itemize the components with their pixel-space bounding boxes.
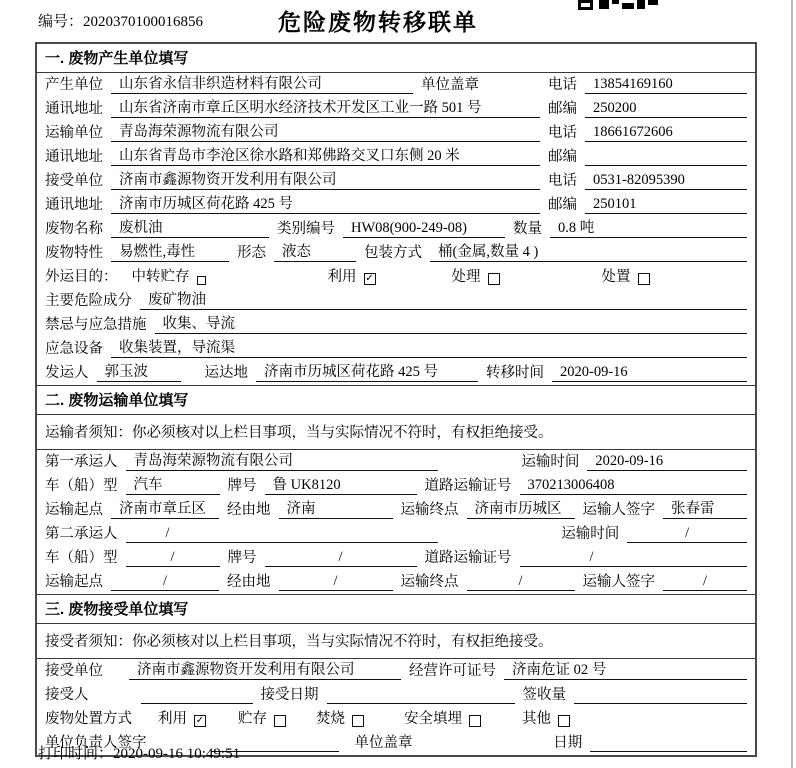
vehicle-type-value: / (126, 549, 220, 567)
via-value: / (279, 573, 393, 591)
receiver-address-row (37, 193, 755, 217)
phone-value: 18661672606 (585, 124, 747, 142)
transfer-time-value: 2020-09-16 (552, 364, 747, 382)
acceptor-label: 接受人 (45, 687, 89, 703)
option-label: 贮存 (238, 711, 267, 727)
road-license-label: 道路运输证号 (424, 550, 512, 566)
vehicle1-row (37, 474, 755, 498)
receiver-label: 接受单位 (45, 173, 103, 189)
transport-time-label: 运输时间 (521, 454, 580, 470)
via-label: 经由地 (227, 502, 271, 518)
address-value: 山东省济南市章丘区明水经济技术开发区工业一路 501 号 (111, 96, 540, 118)
zip-label: 邮编 (548, 149, 577, 165)
carrier-value: 青岛海荣源物流有限公司 (126, 449, 438, 471)
equipment-value: 收集装置，导流渠 (111, 336, 747, 358)
acceptor-value (141, 687, 253, 704)
date-label: 日期 (553, 735, 583, 751)
vehicle-type-label: 车（船）型 (45, 550, 118, 566)
producer-address-row (37, 97, 755, 121)
address-label: 通讯地址 (45, 149, 103, 165)
shipper-value: 郭玉波 (97, 360, 181, 382)
phone-label: 电话 (548, 125, 577, 141)
receipt-qty-label: 签收量 (522, 687, 566, 703)
quantity-label: 数量 (513, 221, 542, 237)
unit-seal-label: 单位盖章 (354, 735, 413, 751)
origin-label: 运输起点 (45, 502, 103, 518)
via-value: 济南 (279, 497, 393, 519)
carrier-value: / (126, 525, 438, 543)
section2-header: 二. 废物运输单位填写 (37, 385, 755, 415)
disposal-option-storage (238, 707, 316, 728)
quantity-value: 0.8 吨 (550, 216, 747, 238)
category-value: HW08(900-249-08) (343, 220, 505, 238)
transport-time-value: / (627, 525, 747, 543)
vehicle-type-value: 汽车 (126, 473, 220, 495)
zip-value: 250200 (585, 100, 747, 118)
phone-value: 0531-82095390 (585, 172, 747, 190)
page-edge-line (791, 0, 793, 768)
end-value: 济南市历城区 (467, 497, 575, 519)
transfer-purpose-row (37, 265, 755, 289)
permit-value: 济南危证 02 号 (504, 658, 747, 680)
taboo-value: 收集、导流 (155, 312, 748, 334)
phone-label: 电话 (548, 77, 577, 93)
option-label: 中转贮存 (131, 269, 190, 285)
carrier-sign-value: / (663, 573, 747, 591)
plate-value: 鲁 UK8120 (265, 473, 417, 495)
route1-row (37, 498, 755, 522)
option-label: 处置 (601, 269, 631, 285)
carrier-sign-label: 运输人签字 (582, 502, 655, 518)
receiver-notice: 接受者须知：你必须核对以上栏目事项，当与实际情况不符时，有权拒绝接受。 (37, 624, 755, 659)
receiver-unit-row (37, 169, 755, 193)
transport-time-label: 运输时间 (561, 526, 620, 542)
address-value: 山东省青岛市李沧区徐水路和郑佛路交叉口东侧 20 米 (111, 144, 540, 166)
section3-header: 三. 废物接受单位填写 (37, 594, 755, 624)
character-value: 易燃性,毒性 (111, 240, 229, 262)
vehicle2-row (37, 546, 755, 570)
plate-label: 牌号 (227, 550, 257, 566)
permit-label: 经营许可证号 (409, 663, 496, 679)
print-time-value: 2020-09-16 10:49:51 (113, 746, 241, 762)
option-label: 利用 (158, 711, 187, 727)
origin-value: 济南市章丘区 (111, 497, 219, 519)
option-label: 安全填埋 (404, 711, 462, 727)
waste-name-label: 废物名称 (45, 221, 103, 237)
route2-row (37, 570, 755, 594)
receiver-value: 济南市鑫源物资开发利用有限公司 (129, 658, 401, 680)
zip-label: 邮编 (548, 197, 577, 213)
address-value: 济南市历城区荷花路 425 号 (111, 192, 540, 214)
purpose-option-treat (452, 265, 602, 286)
serial-value: 2020370100016856 (83, 14, 204, 30)
checkbox-icon: ✓ (365, 273, 374, 284)
origin-label: 运输起点 (45, 574, 103, 590)
disposal-option-incinerate (316, 707, 404, 728)
disposal-method-row (37, 707, 755, 731)
packing-value: 桶(金属,数量 4 ) (430, 240, 747, 262)
road-license-label: 道路运输证号 (424, 478, 512, 494)
end-label: 运输终点 (400, 574, 459, 590)
packing-label: 包装方式 (364, 245, 422, 261)
section1-header: 一. 废物产生单位填写 (37, 44, 755, 73)
purpose-option-dispose (602, 265, 650, 286)
purpose-option-utilize (328, 265, 452, 286)
receiver-label: 接受单位 (45, 663, 103, 679)
qr-code-fragment-icon (578, 0, 658, 9)
checkbox-icon (274, 715, 286, 727)
origin-value: / (111, 573, 219, 591)
end-value: / (467, 573, 575, 591)
acceptor-row (37, 683, 755, 707)
destination-label: 运达地 (204, 365, 248, 381)
checkbox-icon (352, 715, 364, 727)
character-label: 废物特性 (45, 245, 103, 261)
document-header (0, 0, 796, 40)
receiver-value: 济南市鑫源物资开发利用有限公司 (111, 168, 540, 190)
producer-label: 产生单位 (45, 77, 103, 93)
serial-label: 编号： (38, 14, 84, 30)
via-label: 经由地 (227, 574, 271, 590)
phone-label: 电话 (548, 173, 577, 189)
plate-value: / (265, 549, 417, 567)
waste-character-row (37, 241, 755, 265)
disposal-option-utilize (158, 707, 238, 728)
checkbox-icon (469, 715, 481, 727)
form-value: 液态 (274, 240, 356, 262)
carrier-sign-value: 张春雷 (663, 497, 747, 519)
vehicle-type-label: 车（船）型 (45, 478, 118, 494)
checkbox-icon (558, 715, 570, 727)
checkbox-icon: ✓ (195, 715, 205, 726)
transporter-address-row (37, 145, 755, 169)
transporter-label: 运输单位 (45, 125, 103, 141)
checkbox-icon (638, 273, 650, 285)
plate-label: 牌号 (227, 478, 257, 494)
transporter-notice: 运输者须知：你必须核对以上栏目事项，当与实际情况不符时，有权拒绝接受。 (37, 415, 755, 450)
category-label: 类别编号 (277, 221, 335, 237)
zip-label: 邮编 (548, 101, 577, 117)
accept-unit-row (37, 659, 755, 683)
producer-unit-row (37, 73, 755, 97)
transporter-unit-row (37, 121, 755, 145)
hazard-value: 废矿物油 (140, 288, 747, 310)
purpose-label: 外运目的： (45, 269, 118, 285)
carrier-label: 第一承运人 (45, 454, 118, 470)
emergency-equipment-row (37, 337, 755, 361)
second-carrier-row (37, 522, 755, 546)
manifest-form-table (35, 42, 757, 757)
accept-date-label: 接受日期 (260, 687, 319, 703)
responsible-sign-label: 单位负责人签字 (45, 735, 147, 751)
waste-name-row (37, 217, 755, 241)
phone-value: 13854169160 (585, 76, 747, 94)
disposal-option-other (522, 707, 570, 728)
print-time (38, 742, 240, 763)
shipper-row (37, 361, 755, 385)
option-label: 其他 (522, 711, 551, 727)
print-time-label: 打印时间： (38, 746, 114, 762)
purpose-option-storage (132, 265, 328, 286)
transfer-time-label: 转移时间 (486, 365, 544, 381)
emergency-measures-row (37, 313, 755, 337)
carrier-label: 第二承运人 (45, 526, 118, 542)
address-label: 通讯地址 (45, 197, 103, 213)
carrier-sign-label: 运输人签字 (582, 574, 655, 590)
option-label: 处理 (451, 269, 481, 285)
road-license-value: / (520, 549, 748, 567)
option-label: 利用 (327, 269, 357, 285)
waste-name-value: 废机油 (111, 216, 269, 238)
date-value (590, 735, 747, 752)
transporter-value: 青岛海荣源物流有限公司 (111, 120, 540, 142)
checkbox-icon (488, 273, 500, 285)
checkbox-icon (197, 276, 206, 285)
hazard-label: 主要危险成分 (45, 293, 132, 309)
unit-seal-label: 单位盖章 (421, 77, 479, 93)
zip-value (585, 149, 747, 166)
hazard-component-row (37, 289, 755, 313)
disposal-option-landfill (404, 707, 522, 728)
zip-value: 250101 (585, 196, 747, 214)
equipment-label: 应急设备 (45, 341, 103, 357)
disposal-label: 废物处置方式 (45, 711, 132, 727)
end-label: 运输终点 (400, 502, 459, 518)
receipt-qty-value (574, 687, 747, 704)
address-label: 通讯地址 (45, 101, 103, 117)
destination-value: 济南市历城区荷花路 425 号 (256, 360, 478, 382)
accept-date-value (327, 687, 515, 704)
page-title: 危险废物转移联单 (278, 9, 478, 35)
transport-time-value: 2020-09-16 (587, 453, 747, 471)
form-label: 形态 (237, 245, 266, 261)
option-label: 焚烧 (316, 711, 345, 727)
first-carrier-row (37, 450, 755, 474)
shipper-label: 发运人 (45, 365, 89, 381)
taboo-label: 禁忌与应急措施 (45, 317, 147, 333)
road-license-value: 370213006408 (520, 477, 748, 495)
producer-value: 山东省永信非织造材料有限公司 (111, 72, 413, 94)
